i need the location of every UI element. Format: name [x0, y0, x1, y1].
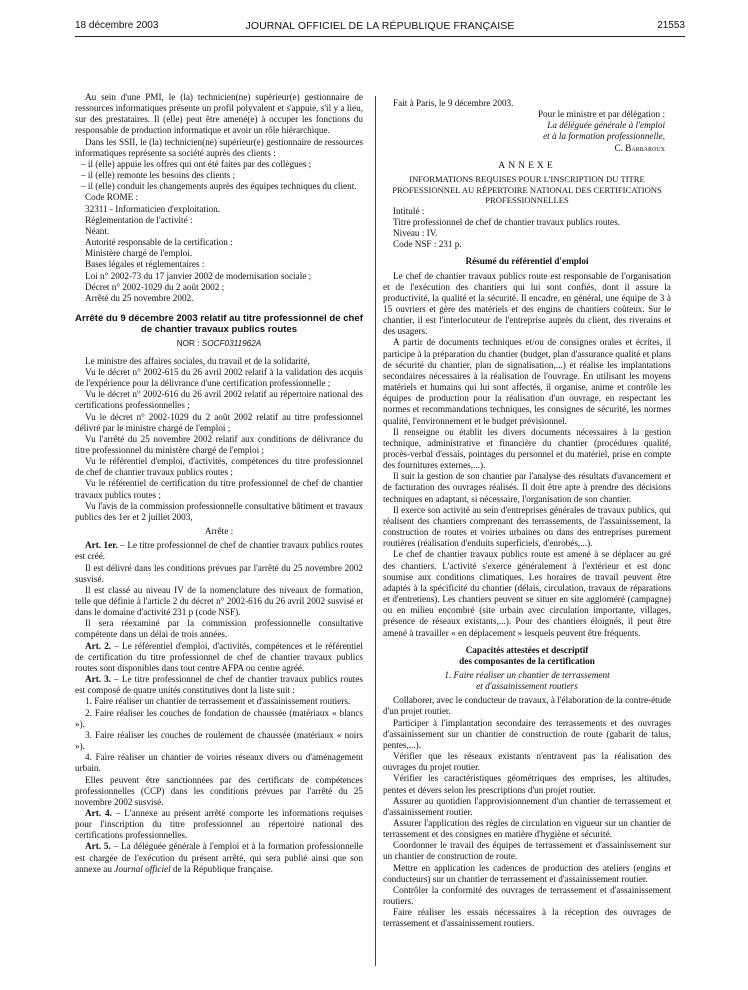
paragraph: Il est délivré dans les conditions prévues par l'arrêté du 25 novembre 2002 susvisé. [75, 562, 363, 584]
article-5 [75, 841, 363, 874]
capacity-item: Vérifier que les réseaux existants n'entravent pas la réalisation des ouvrages du projet routier. [383, 751, 671, 773]
article-4 [75, 808, 363, 841]
visa: Vu l'avis de la commission professionnelle consultative bâtiment et travaux publics des 1er et 2 juillet 2003, [75, 500, 363, 522]
field-value: Décret n° 2002-1029 du 2 août 2002 ; [85, 281, 225, 292]
header-date: 18 décembre 2003 [75, 20, 159, 31]
bullet-item: – il (elle) remonte les besoins des clients ; [81, 170, 236, 181]
list-item: 4. Faire réaliser un chantier de voiries réseaux divers ou d'aménagement urbain. [75, 752, 363, 774]
section-heading: des composantes de la certification [459, 655, 595, 666]
article-label: Art. 4. [85, 807, 112, 818]
column-divider [375, 96, 376, 966]
left-column [75, 92, 363, 875]
section-heading: Capacités attestées et descriptif [465, 644, 589, 655]
paragraph: Au sein d'une PMI, le (la) technicien(ne) supérieur(e) gestionnaire de ressources informatiques présente un profil polyvalent et s'appuie, s'il y a lieu, sur des prestataires. Il (elle) peut être amené(e) à occuper les fonctions du responsable de production informatique et avoir un rôle hiérarchique. [75, 92, 363, 136]
article-label: Art. 1er. [85, 540, 118, 551]
field-value: Titre professionnel de chef de chantier travaux publics routes. [393, 216, 620, 227]
paragraph: Il renseigne ou établit les divers documents nécessaires à la gestion technique, administrative et financière du chantier (procédures qualité, procès-verbal d'essais, pointages du personnel et du matériel, prise en compte des fournitures externes,...). [383, 426, 671, 471]
journal-title: JOURNAL OFFICIEL DE LA RÉPUBLIQUE FRANÇAISE [245, 20, 515, 32]
visa: Vu le décret n° 2002-1029 du 2 août 2002 relatif au titre professionnel délivré par le ministre chargé de l'emploi ; [75, 411, 363, 433]
signature-date: Fait à Paris, le 9 décembre 2003. [393, 98, 514, 108]
field-value: 32311 - Informaticien d'exploitation. [85, 203, 221, 214]
subsection-heading: 1. Faire réaliser un chantier de terrassement [444, 669, 610, 680]
capacity-item: Assurer l'application des règles de circulation en vigueur sur un chantier de terrassement et des consignes en matière d'hygiène et sécurité. [383, 818, 671, 840]
capacity-item: Assurer au quotidien l'approvisionnement d'un chantier de terrassement et d'assainissement routier. [383, 795, 671, 817]
annexe-heading: ANNEXE [498, 159, 556, 171]
article-2 [75, 641, 363, 674]
journal-name: Journal officiel [114, 863, 171, 874]
capacity-item: Mettre en application les cadences de production des ateliers (engins et conducteurs) sur un chantier de terrassement et d'assainissement routier. [383, 862, 671, 884]
list-item: 1. Faire réaliser un chantier de terrassement et d'assainissement routiers. [85, 696, 351, 707]
paragraph: Le chef de chantier travaux publics route est responsable de l'organisation et de l'exécution des chantiers qui lui sont confiés, dont il assure la productivité, la qualité et la sécurité. Il encadre, en général, une équipe de 3 à 15 ouvriers et gère des matériels et des engins de chantiers coûteux. Sur le chantier, il est l'interlocuteur de l'entreprise auprès du client, des riverains et des usagers. [383, 270, 671, 337]
visa: Vu le référentiel de certification du titre professionnel de chef de chantier travaux publics routes ; [75, 478, 363, 500]
bullet-item: – il (elle) conduit les changements auprès des équipes techniques du client. [81, 181, 357, 192]
article-3 [75, 674, 363, 696]
field-value: Niveau : IV. [393, 228, 438, 239]
capacity-item: Participer à l'implantation secondaire des terrassements et des ouvrages d'assainissement sur un chantier de construction de route (gabarit de talus, pentes,...). [383, 717, 671, 750]
paragraph: Il est classé au niveau IV de la nomenclature des niveaux de formation, telle que définie à l'article 2 du décret n° 2002-616 du 26 avril 2002 susvisé et dans le domaine d'activité 231 p (code NSF). [75, 584, 363, 618]
field-label: Bases légales et réglementaires : [85, 259, 205, 270]
delegation-line: Pour le ministre et par délégation : [537, 109, 665, 120]
visa: Vu le décret n° 2002-615 du 26 avril 2002 relatif à la validation des acquis de l'expérience pour la délivrance d'une certification professionnelle ; [75, 366, 363, 389]
paragraph: Le chef de chantier travaux publics route est amené à se déplacer au gré des chantiers. L'activité s'exerce généralement à l'extérieur et est donc soumise aux conditions climatiques. Les horaires de travail peuvent être adaptés à la spécificité du chantier (délais, circulation, travaux de réparations et d'entretiens). Les chantiers peuvent se situer en site aggloméré (campagne) ou en milieu encombré (site urbain avec circulation importante, villages, présence de réseaux existants,...). Pour des chantiers éloignés, il peut être amené à travailler « en déplacement » lesquels peuvent être fréquents. [383, 549, 671, 638]
paragraph: Il suit la gestion de son chantier par l'analyse des résultats d'avancement et de facturation des ouvrages réalisés. Il doit être apte à prendre des décisions techniques en adaptant, si nécessaire, l'organisation de son chantier. [383, 471, 671, 504]
signatory-title: et à la formation professionnelle, [543, 131, 665, 142]
nor-reference [75, 338, 363, 349]
field-value: Loi n° 2002-73 du 17 janvier 2002 de modernisation sociale ; [85, 270, 312, 281]
capacity-item: Faire réaliser les essais nécessaires à la réception des ouvrages de terrassement et d'assainissement routiers. [383, 907, 671, 929]
field-value: Ministère chargé de l'emploi. [85, 248, 193, 259]
page-number: 21553 [657, 20, 685, 31]
article-label: Art. 2. [85, 640, 112, 651]
header-rule [75, 36, 685, 37]
field-label: Intitulé : [393, 205, 425, 216]
capacity-item: Contrôler la conformité des ouvrages de terrassement et d'assainissement routiers. [383, 884, 671, 907]
field-value: Arrêté du 25 novembre 2002. [85, 292, 194, 303]
subsection-heading: et d'assainissement routiers [476, 681, 578, 692]
signatory-name: C. Barbaroux [614, 142, 665, 153]
list-item: 2. Faire réaliser les couches de fondation de chaussée (matériaux « blancs »). [75, 707, 363, 729]
field-value: Code NSF : 231 p. [393, 239, 462, 250]
nor-value: SOCF0311962A [201, 338, 262, 348]
arrete-heading: Arrête : [204, 526, 234, 537]
right-column [383, 98, 671, 930]
paragraph: Elles peuvent être sanctionnées par des certificats de compétences professionnelles (CCP) dans les conditions prévues par l'arrêté du 25 novembre 2002 susvisé. [75, 774, 363, 807]
article-1 [75, 540, 363, 562]
article-text: – La déléguée générale à l'emploi et à la formation professionnelle est chargée de l'exécution du présent arrêté, qui sera publié ainsi que son annexe au [75, 841, 364, 874]
article-label: Art. 3. [85, 674, 112, 685]
visa: Vu le référentiel d'emploi, d'activités, compétences du titre professionnel de chef de chantier travaux publics routes ; [75, 456, 363, 478]
visa: Vu l'arrêté du 25 novembre 2002 relatif aux conditions de délivrance du titre professionnel du ministère chargé de l'emploi ; [75, 433, 363, 455]
bullet-item: – il (elle) appuie les offres qui ont été faites par des collègues ; [81, 158, 312, 169]
article-text: – Le titre professionnel de chef de chantier travaux publics routes est créé. [75, 540, 363, 562]
article-label: Art. 5. [85, 841, 111, 852]
article-text: – Le titre professionnel de chef de chantier travaux publics routes est composé de quatre unités constitutives dont la liste suit : [75, 674, 363, 696]
signatory-title: La déléguée générale à l'emploi [547, 120, 665, 131]
field-label: Code ROME : [85, 192, 139, 203]
annexe-info: INFORMATIONS REQUISES POUR L'INSCRIPTION DU TITRE PROFESSIONNEL AU RÉPERTOIRE NATIONAL DES CERTIFICATIONS PROFESSIONNELLES [392, 173, 662, 206]
article-text: – Le référentiel d'emploi, d'activités, compétences et le référentiel de certification du titre professionnel de chef de chantier travaux publics routes sont disponibles dans tout centre AFPA ou centre agréé. [75, 640, 363, 673]
paragraph: Le ministre des affaires sociales, du travail et de la solidarité, [85, 355, 310, 366]
nor-label: NOR : [176, 338, 202, 348]
arrete-title: Arrêté du 9 décembre 2003 relatif au titre professionnel de chef de chantier travaux publics routes [75, 312, 363, 336]
article-text: – L'annexe au présent arrêté comporte les informations requises pour l'inscription du titre professionnel au répertoire national des certifications professionnelles. [75, 807, 363, 841]
capacity-item: Collaborer, avec le conducteur de travaux, à l'élaboration de la contre-étude d'un projet routier. [383, 695, 671, 717]
list-item: 3. Faire réaliser les couches de roulement de chaussée (matériaux « noirs »). [75, 729, 363, 752]
capacity-item: Coordonner le travail des équipes de terrassement et d'assainissement sur un chantier de construction de route. [383, 840, 671, 862]
capacity-item: Vérifier les caractéristiques géométriques des emprises, les altitudes, pentes et dévers selon les prescriptions d'un projet routier. [383, 773, 671, 795]
field-label: Réglementation de l'activité : [85, 214, 193, 225]
visa: Vu le décret n° 2002-616 du 26 avril 2002 relatif au répertoire national des certifications professionnelles ; [75, 389, 363, 411]
section-heading: Résumé du référentiel d'emploi [465, 256, 589, 267]
field-value: Néant. [85, 225, 110, 236]
field-label: Autorité responsable de la certification : [85, 237, 233, 248]
paragraph: A partir de documents techniques et/ou de consignes orales et écrites, il participe à la préparation du chantier (budget, plan d'assurance qualité et plans de sécurité du chantier, plan de signalisation,...) et réalise les implantations secondaires nécessaires à la réalisation de l'ouvrage. En utilisant les moyens matériels et humains qui lui sont affectés, il organise, anime et contrôle les équipes de production pour la réalisation d'un ouvrage, en respectant les normes et recommandations techniques, les consignes de sécurité, les normes qualité, l'environnement et le budget prévisionnel. [383, 337, 671, 426]
paragraph: Dans les SSII, le (la) technicien(ne) supérieur(e) gestionnaire de ressources informatiques représente sa société auprès des clients : [75, 136, 363, 158]
paragraph: Il sera réexaminé par la commission professionnelle consultative compétente dans un délai de trois années. [75, 618, 363, 640]
article-text: de la République française. [170, 863, 273, 874]
paragraph: Il exerce son activité au sein d'entreprises générales de travaux publics, qui réalisent des chantiers comprenant des terrassements, de l'assainissement, la construction de routes et voiries urbaines ou dans des entreprises purement routières (réalisation d'enduits superficiels, d'enrobés,...). [383, 504, 671, 549]
page-header [75, 20, 685, 34]
